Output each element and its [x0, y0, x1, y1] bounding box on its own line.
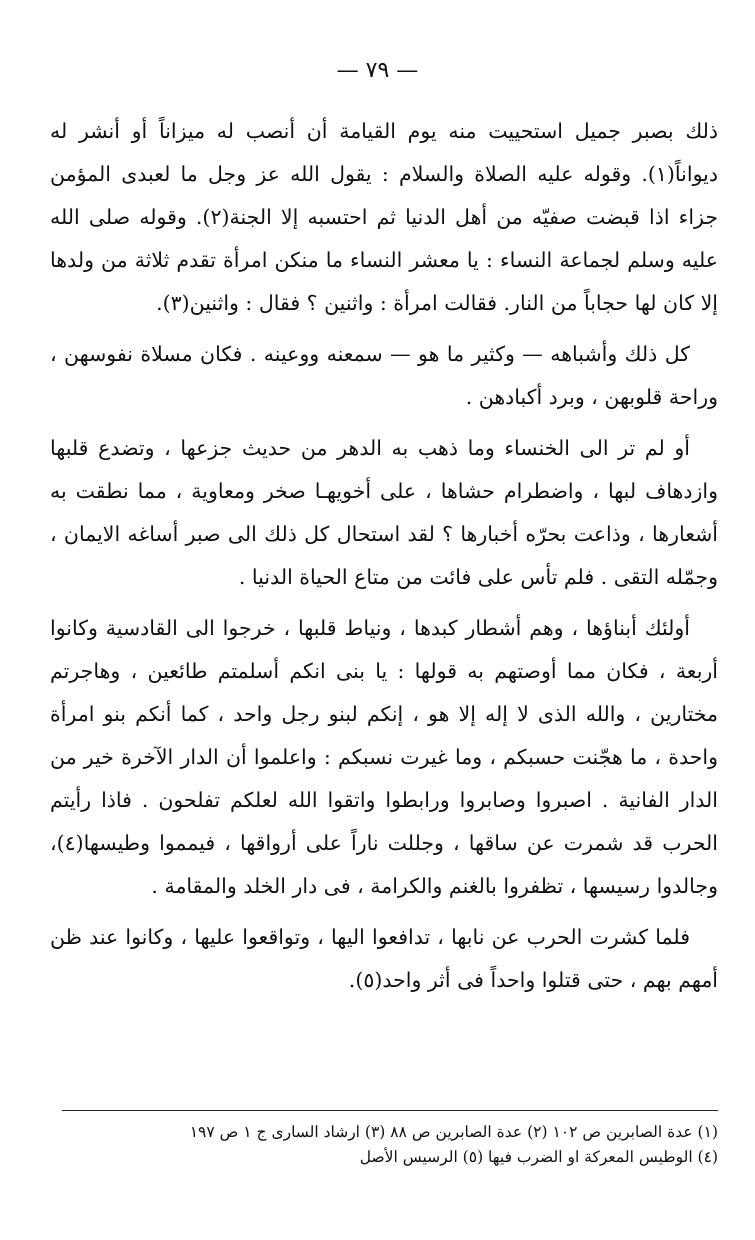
paragraph-khansa: أو لم تر الى الخنساء وما ذهب به الدهر من حديث جزعها ، وتضدع قلبها وازدهاف لبها ، واضطرام حشاها ، على أخويهـا صخر ومعاوية ، مما نطقت به أشعارها ، وذاعت بحرّه أخبارها ؟ لقد استحال كل ذلك الى صبر أساغه الايمان ، وجمّله التقى . فلم تأس على فائت من متاع الحياة الدنيا . [50, 436, 718, 589]
paragraph-battle: فلما كشرت الحرب عن نابها ، تدافعوا اليها ، وتواقعوا عليها ، وكانوا عند ظن أمهم بهم ، حتى قتلوا واحداً فى أثر واحد(٥). [50, 925, 718, 992]
footnote-line: (١) عدة الصابرين ص ١٠٢ (٢) عدة الصابرين ص ٨٨ (٣) ارشاد السارى ج ١ ص ١٩٧ [189, 1123, 718, 1141]
page-number: — ٧٩ — [336, 58, 419, 83]
footnote-divider [62, 1110, 718, 1111]
footnotes [50, 1120, 718, 1170]
paragraph-consolation: كل ذلك وأشباهه — وكثير ما هو — سمعنه ووعينه . فكان مسلاة نفوسهن ، وراحة قلوبهن ، وبرد أكبادهن . [50, 342, 718, 409]
paragraph-hadiths: ذلك بصبر جميل استحييت منه يوم القيامة أن أنصب له ميزاناً أو أنشر له ديواناً(١). وقوله عليه الصلاة والسلام : يقول الله عز وجل ما لعبدى المؤمن جزاء اذا قبضت صفيّه من أهل الدنيا ثم احتسبه إلا الجنة(٢). وقوله صلى الله عليه وسلم لجماعة النساء : يا معشر النساء ما منكن امرأة تقدم ثلاثة من ولدها إلا كان لها حجاباً من النار. فقالت امرأة : واثنين ؟ فقال : واثنين(٣). [50, 119, 718, 315]
body-text [50, 110, 718, 1002]
footnote-line: (٤) الوطيس المعركة او الضرب فيها (٥) الرسيس الأصل [359, 1148, 718, 1166]
paragraph-sons-advice: أولئك أبناؤها ، وهم أشطار كبدها ، ونياط قلبها ، خرجوا الى القادسية وكانوا أربعة ، فكان مما أوصتهم به قولها : يا بنى انكم أسلمتم طائعين ، وهاجرتم مختارين ، والله الذى لا إله إلا هو ، إنكم لبنو رجل واحد ، كما أنكم بنو امرأة واحدة ، ما هجّنت حسبكم ، وما غيرت نسبكم : واعلموا أن الدار الآخرة خير من الدار الفانية . اصبروا وصابروا ورابطوا واتقوا الله لعلكم تفلحون . فاذا رأيتم الحرب قد شمرت عن ساقها ، وجللت ناراً على أرواقها ، فيمموا وطيسها(٤)، وجالدوا رسيسها ، تظفروا بالغنم والكرامة ، فى دار الخلد والمقامة . [50, 616, 718, 898]
